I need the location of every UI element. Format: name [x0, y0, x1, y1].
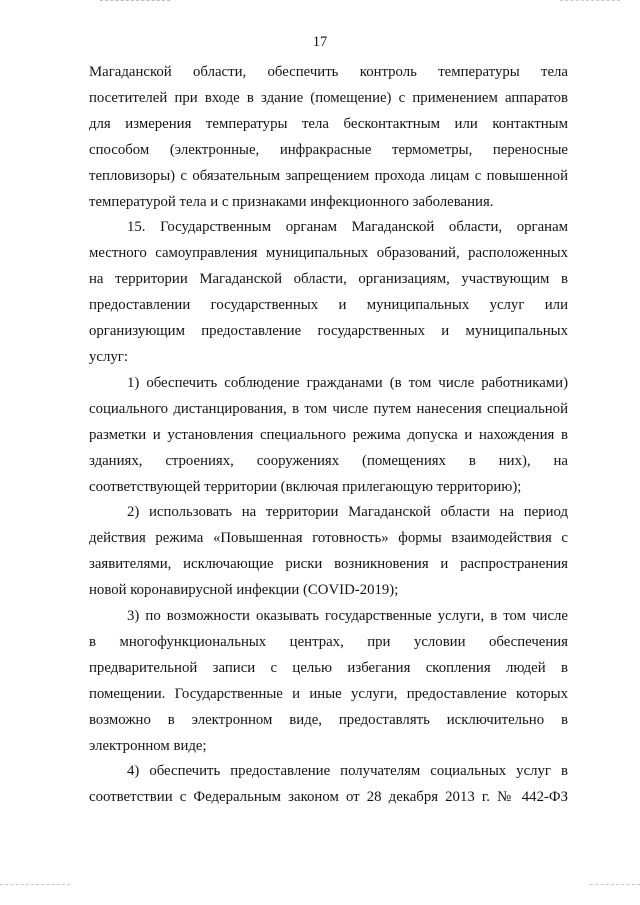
text-line: 4) обеспечить предоставление получателям социальных услуг в	[127, 763, 568, 780]
text-line: услуг:	[89, 348, 128, 365]
text-line: действия режима «Повышенная готовность» формы взаимодействия с	[89, 530, 568, 547]
text-line: 1) обеспечить соблюдение гражданами (в том числе работниками)	[127, 374, 568, 391]
paragraph-subitem-1	[89, 371, 568, 501]
text-line: тепловизоры) с обязательным запрещением прохода лицам с повышенной	[89, 167, 568, 184]
document-body	[89, 60, 568, 811]
text-line: в многофункциональных центрах, при условии обеспечения	[89, 633, 568, 650]
paragraph-subitem-4	[89, 759, 568, 811]
text-line: для измерения температуры тела бесконтактным или контактным	[89, 115, 568, 132]
text-line: местного самоуправления муниципальных образований, расположенных	[89, 245, 568, 262]
paragraph-item-15	[89, 215, 568, 370]
text-line: возможно в электронном виде, предоставлять исключительно в	[89, 711, 568, 728]
text-line: Магаданской области, обеспечить контроль температуры тела	[89, 64, 568, 80]
paragraph-subitem-2	[89, 500, 568, 604]
text-line: социального дистанцирования, в том числе путем нанесения специальной	[89, 400, 568, 417]
text-line: предварительной записи с целью избегания скопления людей в	[89, 659, 568, 676]
text-line: организующим предоставление государственных и муниципальных	[89, 323, 568, 340]
paragraph-continuation	[89, 60, 568, 215]
text-line: соответствующей территории (включая прилегающую территорию);	[89, 478, 522, 495]
text-line: заявителями, исключающие риски возникновения и распространения	[89, 556, 568, 573]
scan-artifact	[590, 884, 640, 887]
text-line: 2) использовать на территории Магаданской области на период	[127, 504, 568, 521]
paragraph-subitem-3	[89, 604, 568, 759]
text-line: посетителей при входе в здание (помещение) с применением аппаратов	[89, 89, 568, 106]
page-number: 17	[312, 34, 328, 50]
scan-artifact	[560, 0, 620, 4]
text-line: температурой тела и с признаками инфекционного заболевания.	[89, 193, 494, 210]
text-line: электронном виде;	[89, 737, 207, 754]
text-line: способом (электронные, инфракрасные термометры, переносные	[89, 141, 568, 158]
text-line: новой коронавирусной инфекции (COVID-2019);	[89, 582, 399, 599]
text-line: на территории Магаданской области, организациям, участвующим в	[89, 271, 568, 288]
text-line: предоставлении государственных и муниципальных услуг или	[89, 297, 568, 314]
text-line: помещении. Государственные и иные услуги, предоставление которых	[89, 685, 568, 702]
text-line: соответствии с Федеральным законом от 28 декабря 2013 г. № 442-ФЗ	[89, 789, 568, 806]
text-line: 15. Государственным органам Магаданской области, органам	[127, 219, 568, 236]
text-line: 3) по возможности оказывать государственные услуги, в том числе	[127, 608, 568, 625]
text-line: разметки и установления специального режима допуска и нахождения в	[89, 426, 568, 443]
text-line: зданиях, строениях, сооружениях (помещениях в них), на	[89, 452, 568, 469]
scan-artifact	[0, 884, 70, 887]
scan-artifact	[100, 0, 170, 4]
